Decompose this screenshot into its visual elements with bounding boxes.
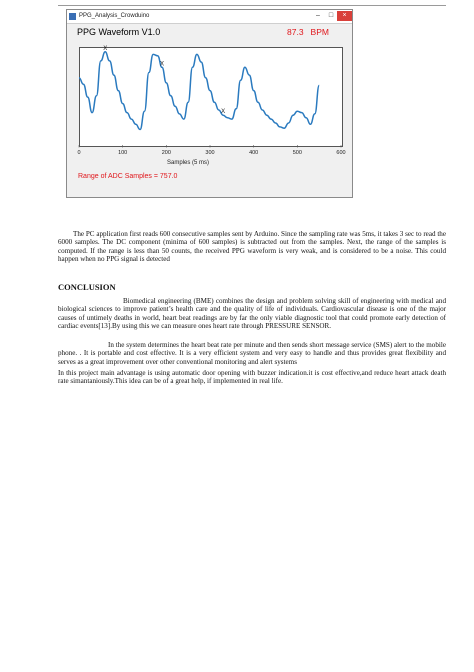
peak-marker-0: X	[103, 45, 108, 52]
close-button[interactable]: ×	[337, 11, 352, 21]
x-tick-label-5: 500	[292, 150, 302, 156]
body-paragraph-2: Biomedical engineering (BME) combines the design and problem solving skill of engineering with medical and biological sciences to improve patient’s health care and the quality of life of individuals. Cardiovascular disease is one of the major causes of untimely deaths in world, heart beat readings are by far the only viable diagnostic tool that could promote early detection of cardiac events[13].By using this we can measure ones heart rate through PRESSURE SENSOR.	[58, 297, 446, 330]
x-tick-label-1: 100	[118, 150, 128, 156]
body-paragraph-3: In the system determines the heart beat rate per minute and then sends short message service (SMS) alert to the mobile phone. . It is portable and cost effective. It is a very efficient system and very easy to handle and thus provides great flexibility and serves as a great improvement over other conventional monitoring and alert systems	[58, 341, 446, 366]
x-axis-label: Samples (5 ms)	[167, 160, 210, 166]
plot-title: PPG Waveform V1.0	[77, 27, 161, 37]
x-tick-label-4: 400	[249, 150, 259, 156]
ppg-trace-line-0	[79, 52, 319, 130]
body-paragraph-1: The PC application first reads 600 consecutive samples sent by Arduino. Since the sampling rate was 5ms, it takes 3 sec to read the 6000 samples. The DC component (minima of 600 samples) is subtracted out from the samples. Next, the range of the samples is computed. If the range is less than 50 counts, the received PPG waveform is very weak, and is considered to be a noise. This could happen when no PPG signal is detected	[58, 230, 446, 263]
section-heading: CONCLUSION	[58, 282, 116, 292]
peak-marker-2: X	[221, 109, 226, 116]
peak-marker-1: X	[159, 61, 164, 68]
adc-range-readout: Range of ADC Samples = 757.0	[78, 173, 178, 180]
x-tick-label-2: 200	[161, 150, 171, 156]
body-paragraph-4: In this project main advantage is using automatic door opening with buzzer indication.it is cost effective,and reduce heart attack death rate simantaniously.This idea can be of a great help, if implemented in real life.	[58, 369, 446, 386]
minimize-button[interactable]: –	[316, 12, 320, 19]
ppg-app-window	[66, 9, 353, 198]
x-tick-label-0: 0	[77, 150, 81, 156]
window-title: PPG_Analysis_Crowduino	[79, 13, 150, 19]
page-top-rule	[58, 5, 446, 6]
x-tick-label-3: 300	[205, 150, 215, 156]
x-tick-label-6: 600	[336, 150, 346, 156]
maximize-button[interactable]: □	[328, 12, 334, 19]
bpm-unit: BPM	[310, 27, 329, 37]
bpm-value: 87.3	[287, 27, 304, 37]
ppg-waveform-chart	[67, 10, 352, 170]
